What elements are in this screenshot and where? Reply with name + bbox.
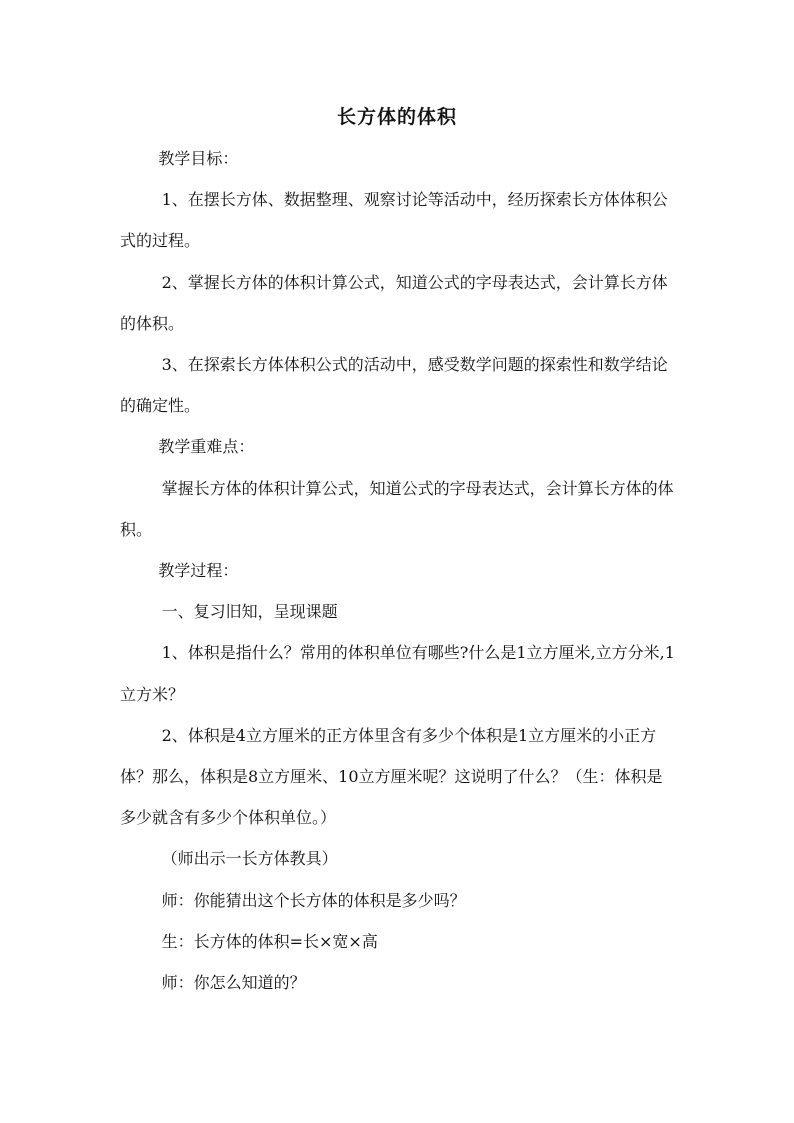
key-points-text: 掌握长方体的体积计算公式，知道公式的字母表达式，会计算长方体的体积。 <box>120 478 674 539</box>
section-heading-objectives: 教学目标： <box>158 149 239 168</box>
section-heading-process: 教学过程： <box>158 561 239 581</box>
section-heading-key-points: 教学重难点： <box>158 437 255 457</box>
document-body <box>120 138 676 1003</box>
dialogue-teacher-1: 师：你能猜出这个长方体的体积是多少吗？ <box>161 890 466 910</box>
dialogue-teacher-2: 师：你怎么知道的？ <box>161 973 306 993</box>
review-question-1: 1、体积是指什么？常用的体积单位有哪些?什么是1立方厘米,立方分米,1立方米？ <box>120 643 675 704</box>
objective-3: 3、在探索长方体体积公式的活动中，感受数学问题的探索性和数学结论的确定性。 <box>120 355 668 416</box>
review-question-2: 2、体积是4立方厘米的正方体里含有多少个体积是1立方厘米的小正方体？那么，体积是8立方厘米、10立方厘米呢？这说明了什么？（生：体积是多少就含有多少个体积单位。） <box>120 725 663 828</box>
teacher-action-note: （师出示一长方体教具） <box>161 849 338 869</box>
dialogue-student-1: 生：长方体的体积=长×宽×高 <box>161 931 378 951</box>
document-title: 长方体的体积 <box>336 106 457 128</box>
objective-2: 2、掌握长方体的体积计算公式，知道公式的字母表达式，会计算长方体的体积。 <box>120 272 668 333</box>
process-step-title: 一、复习旧知，呈现课题 <box>161 602 338 622</box>
objective-1: 1、在摆长方体、数据整理、观察讨论等活动中，经历探索长方体体积公式的过程。 <box>120 190 668 251</box>
